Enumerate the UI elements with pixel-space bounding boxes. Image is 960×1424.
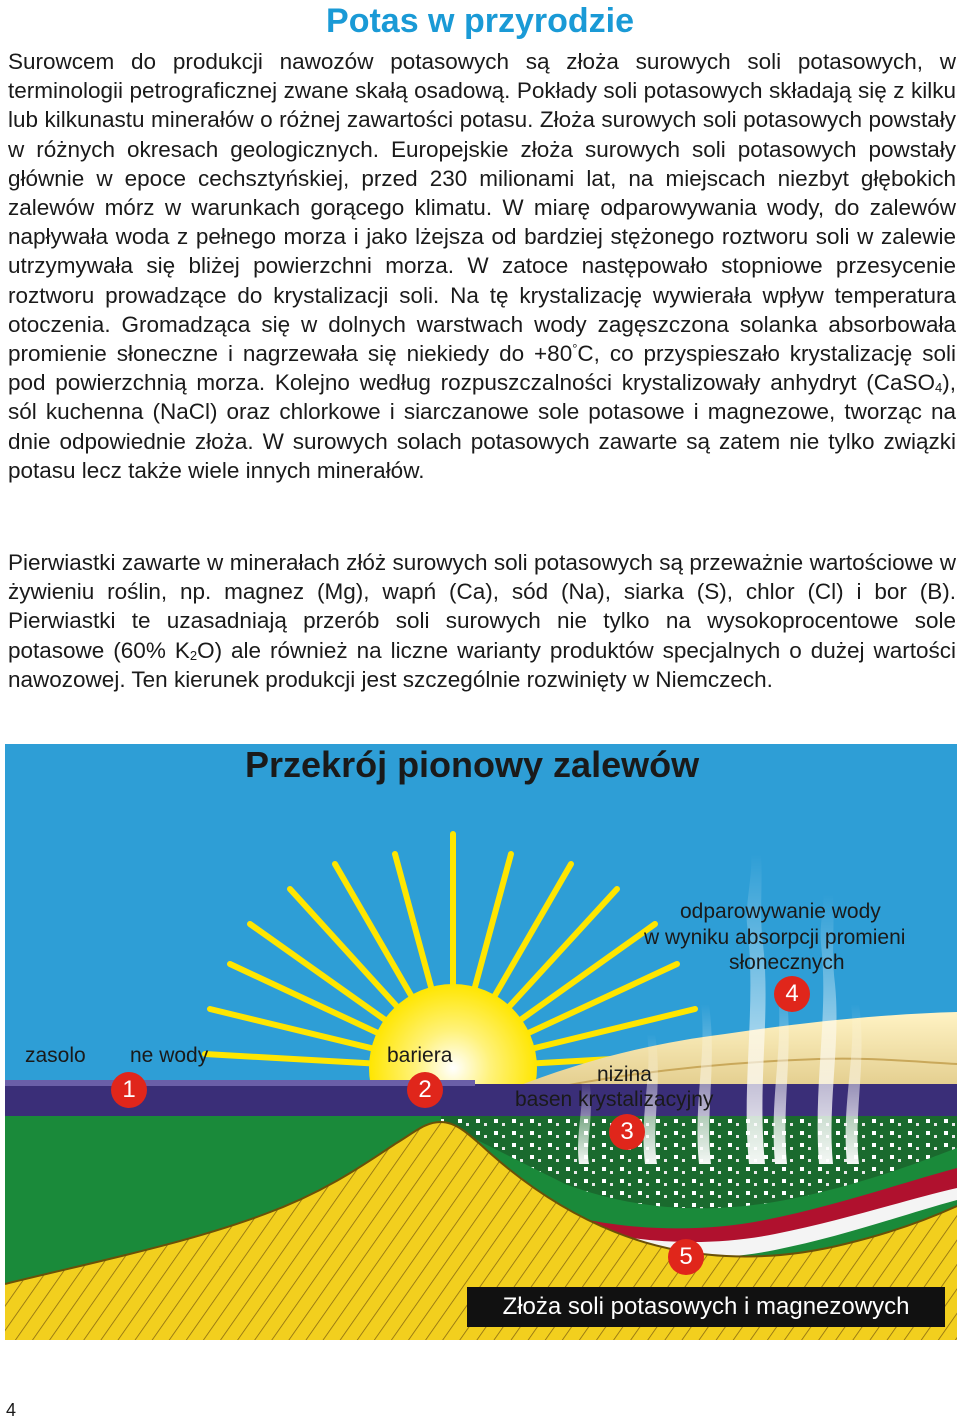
degree-symbol: ° (572, 341, 578, 357)
label-wody: ne wody (130, 1044, 209, 1067)
sea-band (5, 1084, 957, 1116)
k2o-subscript: 2 (189, 647, 198, 663)
p1-text-c: ), sól kuchenna (NaCl) oraz chlorkowe i siarczanowe sole potasowe i magnezowe, tworząc na dnie odpowiednie złoża. W surowych solach potasowych zawarte są zatem nie tylko związki potasu lecz także wiele innych minerałów. (8, 370, 956, 483)
badge-5: 5 (668, 1239, 704, 1275)
caso4-subscript: 4 (935, 380, 943, 396)
p2-text-a: Pierwiastki zawarte w minerałach złóż surowych soli potasowych są przeważnie wartościowe w żywieniu roślin, np. magnez (Mg), wapń (Ca), sód (Na), siarka (S), chlor (Cl) i bor (B). Pierwiastki te uzasadniają przerób soli surowych nie tylko na wysokoprocentowe sole potasowe (60% K (8, 550, 956, 663)
page-number: 4 (6, 1400, 17, 1420)
page-title: Potas w przyrodzie (326, 2, 634, 40)
badge-4: 4 (774, 976, 810, 1012)
diagram-artwork (5, 744, 957, 1340)
label-lowland: nizina (597, 1063, 652, 1086)
label-barrier: bariera (387, 1044, 453, 1067)
label-crystallization-basin: basen krystalizacyjny (515, 1088, 714, 1111)
evaporation-label-line-3: słonecznych (729, 951, 845, 974)
evaporation-label-line-1: odparowywanie wody (680, 900, 881, 923)
badge-3: 3 (609, 1114, 645, 1150)
badge-1: 1 (111, 1072, 147, 1108)
deposit-caption: Złoża soli potasowych i magnezowych (467, 1287, 945, 1327)
badge-2: 2 (407, 1072, 443, 1108)
lagoon-cross-section-diagram (5, 744, 957, 1340)
diagram-title: Przekrój pionowy zalewów (245, 744, 700, 785)
paragraph-2 (8, 548, 956, 694)
p2-text-b: O) ale również na liczne warianty produktów specjalnych o dużej wartości nawozowej. Ten kierunek produkcji jest szczególnie rozwinięty w Niemczech. (8, 637, 956, 692)
paragraph-1 (8, 47, 956, 485)
label-zasolone: zasolo (25, 1044, 86, 1067)
p1-text-b: C, co przyspieszało krystalizację soli pod powierzchnią morza. Kolejno według rozpuszczalności krystalizowały anhydryt (CaSO (8, 341, 957, 396)
evaporation-label-line-2: w wyniku absorpcji promieni (644, 926, 906, 949)
p1-text-a: Surowcem do produkcji nawozów potasowych są złoża surowych soli potasowych, w terminologii petrograficznej zwane skałą osadową. Pokłady soli potasowych składają się z kilku lub kilkunastu minerałów o różnej zawartości potasu. Złoża surowych soli potasowych powstały w różnych okresach geologicznych. Europejskie złoża surowych soli potasowych powstały głównie w epoce cechsztyńskiej, przed 230 milionami lat, na miejscach niezbyt głębokich zalewów mórz w warunkach gorącego klimatu. W miarę odparowywania wody, do zalewów napływała woda z pełnego morza i jako lżejsza od bardziej stężonego roztworu soli w zalewie utrzymywała się bliżej powierzchni morza. W zatoce następowało stopniowe przesycenie roztworu prowadzące do krystalizacji soli. Na tę krystalizację wywierała wpływ temperatura otoczenia. Gromadząca się w dolnych warstwach wody zagęszczona solanka absorbowała promienie słoneczne i nagrzewała się niekiedy do +80 (8, 49, 956, 367)
